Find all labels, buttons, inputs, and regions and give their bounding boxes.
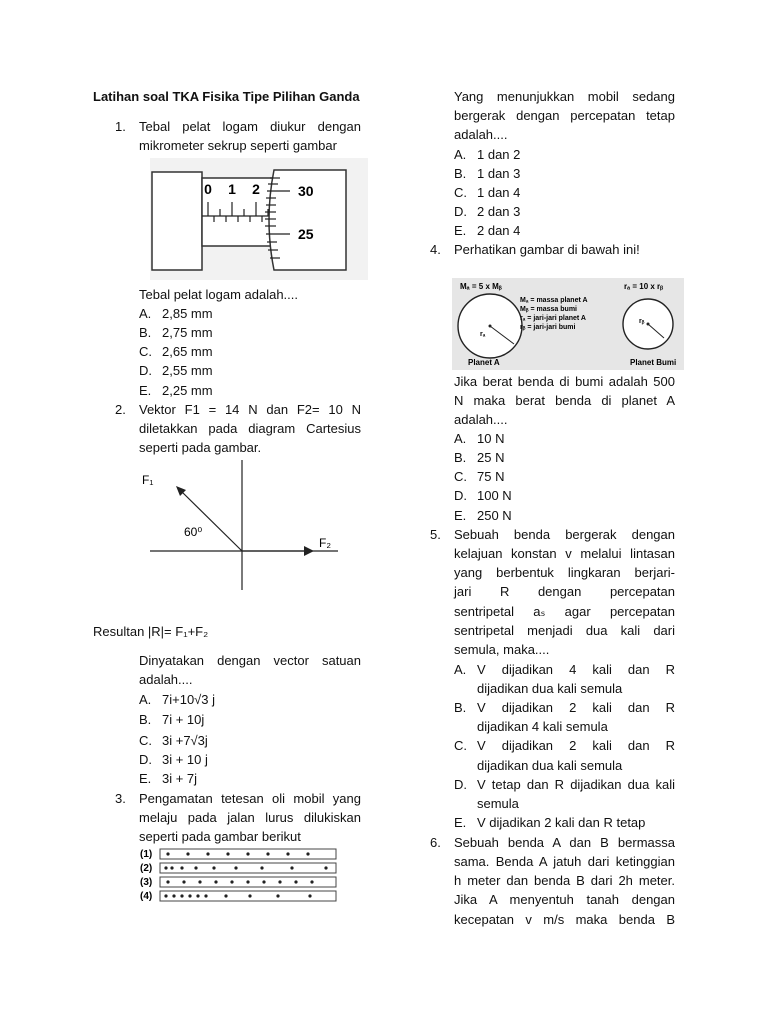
- cartesian-drawing: [140, 458, 360, 593]
- q4-text-line: N maka berat benda di planet A: [454, 393, 675, 408]
- option-text: V dijadikan 4 kali dan R: [477, 662, 675, 677]
- option-letter: D.: [454, 777, 467, 792]
- oil-drop-figure: [140, 846, 340, 904]
- option-letter: A.: [454, 662, 467, 677]
- q3-number: 3.: [115, 791, 126, 806]
- planet-a-label: Planet A: [468, 358, 500, 367]
- option-letter: B.: [139, 712, 152, 727]
- option-text: 7i + 10j: [162, 712, 205, 727]
- option-letter: B.: [139, 325, 152, 340]
- option-letter: B.: [454, 166, 467, 181]
- q3-text-line: melaju pada jalan lurus dilukiskan: [139, 810, 361, 825]
- legend-line: Mₐ = massa planet A: [520, 297, 588, 304]
- q2-number: 2.: [115, 402, 126, 417]
- q6-text-line: Sebuah benda A dan B bermassa: [454, 835, 675, 850]
- strip-label: (3): [140, 877, 153, 888]
- option-letter: D.: [139, 363, 152, 378]
- option-letter: C.: [454, 469, 467, 484]
- main-scale-label: 2: [252, 181, 260, 197]
- option-letter: D.: [139, 752, 152, 767]
- option-letter: E.: [139, 771, 152, 786]
- option-letter: C.: [454, 185, 467, 200]
- option-letter: E.: [454, 815, 467, 830]
- planet-drawing: [452, 278, 684, 370]
- option-letter: E.: [139, 383, 152, 398]
- q3-cont-line: bergerak dengan percepatan tetap: [454, 108, 675, 123]
- option-text: 75 N: [477, 469, 505, 484]
- option-letter: E.: [454, 508, 467, 523]
- option-text: 3i + 7j: [162, 771, 198, 786]
- option-text: 1 dan 4: [477, 185, 521, 200]
- option-text: 2,85 mm: [162, 306, 213, 321]
- q5-text-line: jari R dengan percepatan: [454, 584, 675, 599]
- micrometer-figure: [150, 158, 368, 280]
- q3-text-line: Pengamatan tetesan oli mobil yang: [139, 791, 361, 806]
- option-text: 2 dan 3: [477, 204, 521, 219]
- mass-ratio-label: Mₐ = 5 x Mᵦ: [460, 282, 502, 291]
- q6-text-line: Jika A menyentuh tanah dengan: [454, 892, 675, 907]
- q5-text-line: sentripetal aₛ agar percepatan: [454, 604, 675, 619]
- q1-text-line: mikrometer sekrup seperti gambar: [139, 138, 337, 153]
- legend-line: Mᵦ = massa bumi: [520, 306, 577, 313]
- option-text: V tetap dan R dijadikan dua kali: [477, 777, 675, 792]
- q2-stem-line: adalah....: [139, 672, 193, 687]
- thimble-scale-label: 30: [298, 183, 314, 199]
- planet-figure: [452, 278, 684, 370]
- option-letter: A.: [454, 431, 467, 446]
- q1-text-line: Tebal pelat logam diukur dengan: [139, 119, 361, 134]
- radius-b-label: rᵦ: [639, 318, 645, 325]
- option-letter: A.: [454, 147, 467, 162]
- legend-line: rₐ = jari-jari planet A: [520, 315, 586, 322]
- q6-text-line: h meter dan benda B dari 2h meter.: [454, 873, 675, 888]
- strip-label: (4): [140, 891, 153, 902]
- q6-number: 6.: [430, 835, 441, 850]
- option-letter: C.: [139, 344, 152, 359]
- q5-text-line: semula, maka....: [454, 642, 550, 657]
- option-letter: B.: [454, 700, 467, 715]
- q1-number: 1.: [115, 119, 126, 134]
- option-letter: E.: [454, 223, 467, 238]
- option-text: dijadikan dua kali semula: [477, 681, 623, 696]
- option-text: 1 dan 3: [477, 166, 521, 181]
- q2-text-line: Vektor F1 = 14 N dan F2= 10 N: [139, 402, 361, 417]
- option-text: 2 dan 4: [477, 223, 521, 238]
- option-text: 250 N: [477, 508, 512, 523]
- radius-ratio-label: rₐ = 10 x rᵦ: [624, 282, 664, 291]
- main-scale-label: 0: [204, 181, 212, 197]
- f1-label: F₁: [142, 473, 154, 487]
- strip-label: (1): [140, 849, 153, 860]
- q2-stem-line: Dinyatakan dengan vector satuan: [139, 653, 361, 668]
- planet-earth-label: Planet Bumi: [630, 358, 677, 367]
- q5-text-line: kelajuan konstan v melalui lintasan: [454, 546, 675, 561]
- option-text: 2,25 mm: [162, 383, 213, 398]
- option-text: 3i +7√3j: [162, 733, 208, 748]
- q3-cont-line: Yang menunjukkan mobil sedang: [454, 89, 675, 104]
- vector-diagram: [140, 458, 360, 593]
- q2-text-line: diletakkan pada diagram Cartesius: [139, 421, 361, 436]
- micrometer-drawing: [150, 158, 368, 280]
- oil-drop-strips: [140, 846, 340, 904]
- option-text: 2,75 mm: [162, 325, 213, 340]
- option-text: 10 N: [477, 431, 505, 446]
- option-text: 7i+10√3 j: [162, 692, 216, 707]
- page-title: Latihan soal TKA Fisika Tipe Pilihan Ganda: [93, 89, 360, 104]
- option-letter: C.: [139, 733, 152, 748]
- q5-number: 5.: [430, 527, 441, 542]
- option-text: 25 N: [477, 450, 505, 465]
- option-text: dijadikan dua kali semula: [477, 758, 623, 773]
- q3-text-line: seperti pada gambar berikut: [139, 829, 301, 844]
- option-text: V dijadikan 2 kali dan R tetap: [477, 815, 646, 830]
- option-text: 1 dan 2: [477, 147, 521, 162]
- main-scale-label: 1: [228, 181, 236, 197]
- q6-text-line: kecepatan v m/s maka benda B: [454, 912, 675, 927]
- q3-cont-line: adalah....: [454, 127, 508, 142]
- radius-a-label: rₐ: [480, 331, 486, 338]
- q4-text-line: adalah....: [454, 412, 508, 427]
- q5-text-line: Sebuah benda bergerak dengan: [454, 527, 675, 542]
- option-letter: A.: [139, 306, 152, 321]
- option-text: V dijadikan 2 kali dan R: [477, 700, 675, 715]
- legend-line: rᵦ = jari-jari bumi: [520, 324, 576, 331]
- option-text: semula: [477, 796, 519, 811]
- option-letter: B.: [454, 450, 467, 465]
- option-text: 2,55 mm: [162, 363, 213, 378]
- option-text: 100 N: [477, 488, 512, 503]
- q5-text-line: sentripetal menjadi dua kali dari: [454, 623, 675, 638]
- option-letter: D.: [454, 488, 467, 503]
- option-letter: D.: [454, 204, 467, 219]
- thimble-scale-label: 25: [298, 226, 314, 242]
- f2-label: F₂: [319, 536, 331, 550]
- angle-label: 60⁰: [184, 525, 203, 539]
- option-text: dijadikan 4 kali semula: [477, 719, 608, 734]
- option-letter: A.: [139, 692, 152, 707]
- q4-number: 4.: [430, 242, 441, 257]
- q4-intro: Perhatikan gambar di bawah ini!: [454, 242, 640, 257]
- option-text: 2,65 mm: [162, 344, 213, 359]
- option-text: 3i + 10 j: [162, 752, 208, 767]
- resultan-line: Resultan |R|= F₁+F₂: [93, 624, 209, 639]
- q4-text-line: Jika berat benda di bumi adalah 500: [454, 374, 675, 389]
- option-text: V dijadikan 2 kali dan R: [477, 738, 675, 753]
- q6-text-line: sama. Benda A jatuh dari ketinggian: [454, 854, 675, 869]
- q5-text-line: yang berbentuk lingkaran berjari-: [454, 565, 675, 580]
- option-letter: C.: [454, 738, 467, 753]
- q1-stem: Tebal pelat logam adalah....: [139, 287, 298, 302]
- strip-label: (2): [140, 863, 153, 874]
- q2-text-line: seperti pada gambar.: [139, 440, 262, 455]
